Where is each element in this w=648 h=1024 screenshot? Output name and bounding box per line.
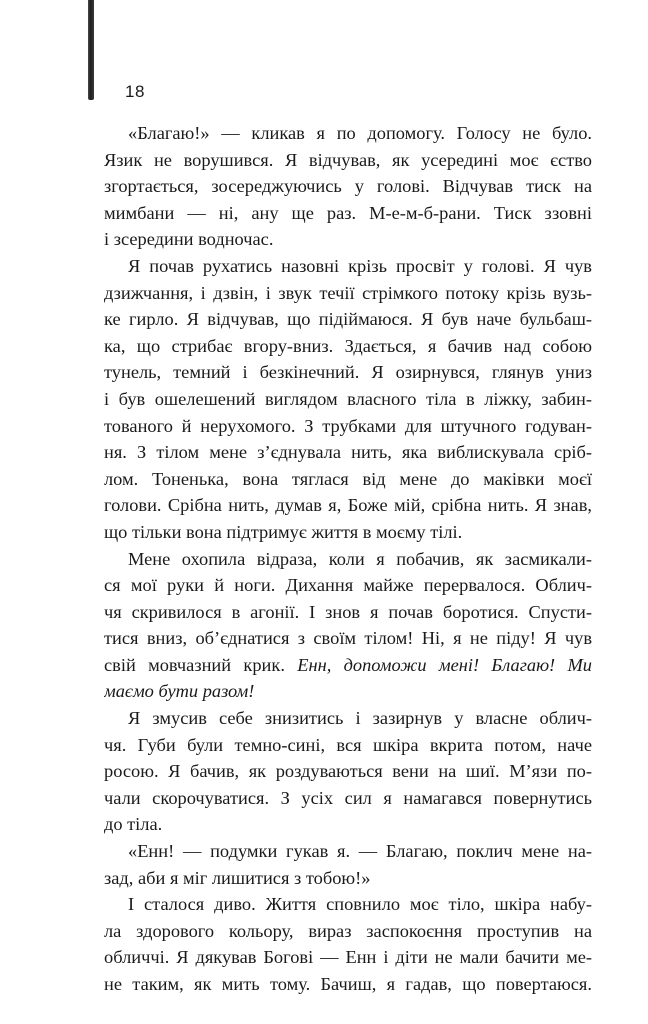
text-line-content: ке гирло. Я відчував, що підіймаюся. Я був наче бульбаш- [104, 309, 592, 330]
text-line-content: згортається, зосереджуючись у голові. Відчував тиск на [104, 176, 592, 197]
text-line [104, 865, 592, 892]
text-line-content: «Благаю!» — кликав я по допомогу. Голосу не було. [128, 123, 592, 143]
text-line [104, 971, 592, 998]
text-line-content: І сталося диво. Життя сповнило моє тіло, шкіра набу- [128, 894, 592, 915]
text-line [104, 333, 592, 360]
text-line [104, 386, 592, 413]
text-line [104, 625, 592, 652]
text-line-content: не таким, як мить тому. Бачиш, я гадав, що повертаюся. [104, 974, 592, 994]
text-line [104, 599, 592, 626]
text-line [104, 705, 592, 732]
text-line-content: тися вниз, об’єднатися з своїм тілом! Ні, я не піду! Я чув [104, 628, 592, 649]
text-line [104, 758, 592, 785]
body-text [104, 120, 592, 998]
text-line-content: до тіла. [104, 814, 163, 835]
text-line-content: чали скорочуватися. З усіх сил я намагався повернутись [104, 787, 592, 808]
text-line-content: дзижчання, і дзвін, і звук течії стрімкого потоку крізь вузь- [104, 282, 592, 303]
text-line [104, 546, 592, 573]
text-line-content: ня. З тілом мене з’єднувала нить, яка виблискувала сріб- [104, 442, 592, 463]
text-line [104, 492, 592, 519]
text-line-content: чя. Губи були темно-сині, вся шкіра вкрита потом, наче [104, 734, 592, 755]
text-line-content: ка, що стрибає вгору-вниз. Здається, я бачив над собою [104, 335, 592, 356]
text-line-content: Язик не ворушився. Я відчував, як усередині моє єство [104, 149, 592, 170]
text-line-content: тованого й нерухомого. З трубками для штучного годуван- [104, 415, 592, 436]
text-line [104, 280, 592, 307]
text-line [104, 439, 592, 466]
text-line-content: чя скривилося в агонії. І знов я почав боротися. Спусти- [104, 601, 592, 622]
text-line-content: тунель, темний і безкінечний. Я озирнувся, глянув униз [104, 362, 592, 383]
text-line-content: і був ошелешений виглядом власного тіла в ліжку, забин- [104, 388, 592, 409]
text-line-content: ся мої руки й ноги. Дихання майже перервалося. Облич- [104, 575, 592, 596]
text-line [104, 253, 592, 280]
text-line [104, 200, 592, 227]
page-number: 18 [125, 82, 145, 101]
text-line [104, 306, 592, 333]
text-line [104, 918, 592, 945]
text-line [104, 359, 592, 386]
text-line [104, 891, 592, 918]
text-line-italic: Енн, допоможи мені! Благаю! Ми [297, 654, 592, 675]
text-line [104, 652, 592, 679]
text-line-content: Мене охопила відраза, коли я побачив, як засмикали- [128, 548, 592, 569]
text-line [104, 732, 592, 759]
text-line [104, 413, 592, 440]
text-line [104, 811, 592, 838]
text-line-content: росою. Я бачив, як роздуваються вени на шиї. М’язи по- [104, 761, 592, 782]
text-line-content: і зсередини водночас. [104, 229, 274, 250]
text-line [104, 678, 592, 705]
text-line-content: обличчі. Я дякував Богові — Енн і діти не мали бачити ме- [104, 947, 592, 968]
text-line [104, 466, 592, 493]
text-line [104, 944, 592, 971]
text-line [104, 147, 592, 174]
text-line-content: що тільки вона підтримує життя в моєму тілі. [104, 521, 463, 542]
text-line-content: Я змусив себе знизитись і зазирнув у власне облич- [128, 708, 592, 729]
text-line [104, 226, 592, 253]
page-edge-mark [88, 0, 94, 100]
text-line-italic: маємо бути разом! [104, 681, 255, 702]
text-line-content: зад, аби я міг лишитися з тобою!» [104, 867, 371, 888]
text-line-content: ла здорового кольору, вираз заспокоєння проступив на [104, 920, 592, 941]
text-line-content: Я почав рухатись назовні крізь просвіт у голові. Я чув [128, 255, 592, 276]
text-line [104, 785, 592, 812]
text-line [104, 572, 592, 599]
text-line-content: голови. Срібна нить, думав я, Боже мій, срібна нить. Я знав, [104, 495, 592, 516]
text-line [104, 838, 592, 865]
text-line [104, 120, 592, 147]
text-line-content: лом. Тоненька, вона тяглася від мене до маківки моєї [104, 468, 592, 489]
text-line-content: мимбани — ні, ану ще раз. М-е-м-б-рани. Тиск ззовні [104, 202, 592, 223]
text-line-content: «Енн! — подумки гукав я. — Благаю, поклич мене на- [128, 841, 592, 862]
text-line-content: свій мовчазний крик. [104, 654, 298, 675]
text-line [104, 173, 592, 200]
text-line [104, 519, 592, 546]
